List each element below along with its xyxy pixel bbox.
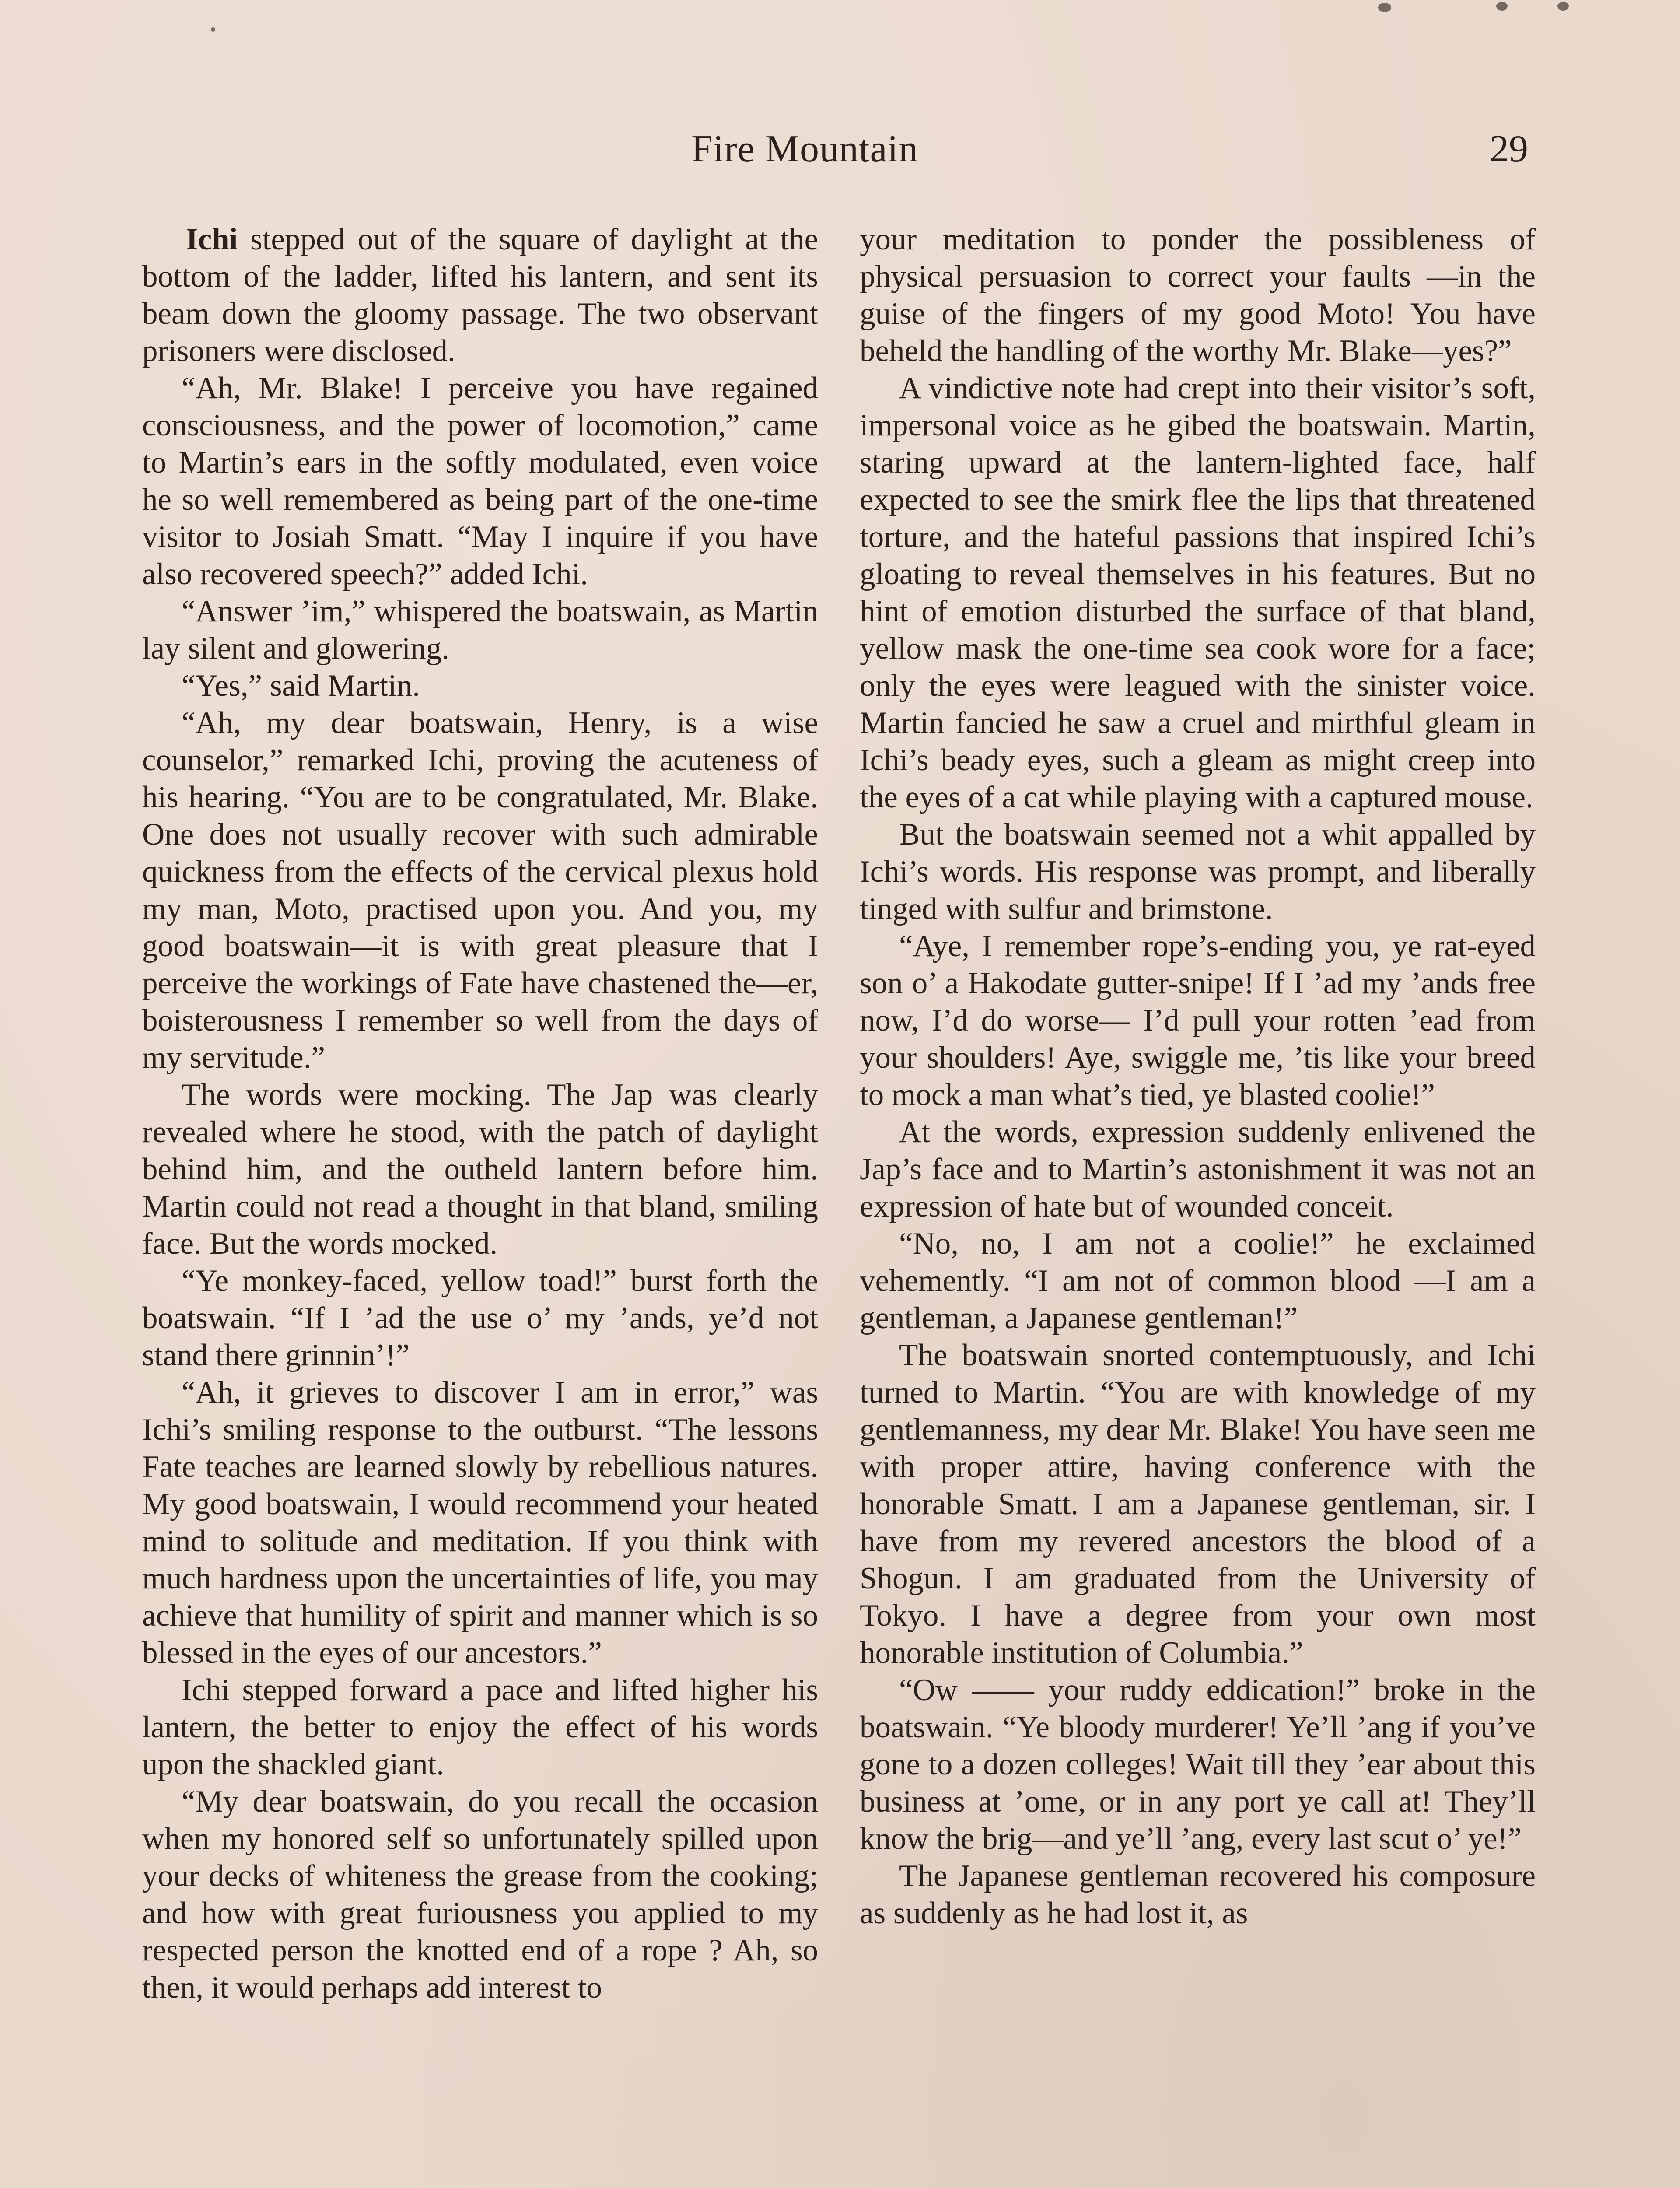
paragraph	[142, 221, 818, 370]
ink-speck	[211, 27, 215, 32]
paragraph: A vindictive note had crept into their visitor’s soft, impersonal voice as he gibed the boatswain. Martin, staring upward at the lantern-lighted face, half expected to see the smirk flee the lips that threatened torture, and the hateful passions that inspired Ichi’s gloating to reveal themselves in his features. But no hint of emotion disturbed the surface of that bland, yellow mask the one-time sea cook wore for a face; only the eyes were leagued with the sinister voice. Martin fancied he saw a cruel and mirthful gleam in Ichi’s beady eyes, such a gleam as might creep into the eyes of a cat while playing with a captured mouse.	[860, 371, 1536, 814]
paragraph: “Ah, my dear boatswain, Henry, is a wise counselor,” remarked Ichi, proving the acuteness of his hearing. “You are to be congratulated, Mr. Blake. One does not usually recover with such admirable quickness from the effects of the cervical plexus hold my man, Moto, practised upon you. And you, my good boatswain—it is with great pleasure that I perceive the workings of Fate have chastened the—er, boisterousness I remember so well from the days of my servitude.”	[142, 706, 818, 1075]
paragraph: But the boatswain seemed not a whit appalled by Ichi’s words. His response was prompt, and liberally tinged with sulfur and brimstone.	[860, 817, 1536, 926]
ink-speck	[1378, 3, 1391, 12]
page-number: 29	[1490, 128, 1528, 170]
paragraph: “Answer ’im,” whispered the boatswain, as Martin lay silent and glowering.	[142, 594, 818, 666]
paragraph-text: stepped out of the square of daylight at the bottom of the ladder, lifted his lantern, and sent its beam down the gloomy passage. The two observant prisoners were disclosed.	[142, 222, 818, 368]
paragraph: Ichi stepped forward a pace and lifted higher his lantern, the better to enjoy the effect of his words upon the shackled giant.	[142, 1673, 818, 1781]
ink-speck	[1558, 2, 1569, 11]
paragraph: “Aye, I remember rope’s-ending you, ye rat-eyed son o’ a Hakodate gutter-snipe! If I ’ad my ’ands free now, I’d do worse— I’d pull your rotten ’ead from your shoulders! Aye, swiggle me, ’tis like your breed to mock a man what’s tied, ye blasted coolie!”	[860, 929, 1536, 1112]
paragraph: “Yes,” said Martin.	[182, 669, 420, 703]
paragraph-continued: your meditation to ponder the possibleness of physical persuasion to correct your faults —in the guise of the fingers of my good Moto! You have beheld the handling of the worthy Mr. Blake—yes?”	[860, 222, 1536, 368]
paragraph: “Ow —— your ruddy eddication!” broke in the boatswain. “Ye bloody murderer! Ye’ll ’ang if you’ve gone to a dozen colleges! Wait till they ’ear about this business at ’ome, or in any port ye call at! They’ll know the brig—and ye’ll ’ang, every last scut o’ ye!”	[860, 1673, 1536, 1856]
page-header	[0, 127, 1680, 188]
paragraph: At the words, expression suddenly enlivened the Jap’s face and to Martin’s astonishment it was not an expression of hate but of wounded conceit.	[860, 1115, 1536, 1224]
paragraph: “No, no, I am not a coolie!” he exclaimed vehemently. “I am not of common blood —I am a gentleman, a Japanese gentleman!”	[860, 1227, 1536, 1335]
ink-speck	[1496, 2, 1508, 11]
paragraph: The Japanese gentleman recovered his composure as suddenly as he had lost it, as	[860, 1859, 1536, 1930]
paragraph: The words were mocking. The Jap was clearly revealed where he stood, with the patch of daylight behind him, and the outheld lantern before him. Martin could not read a thought in that bland, smiling face. But the words mocked.	[142, 1078, 818, 1261]
paragraph: The boatswain snorted contemptuously, and Ichi turned to Martin. “You are with knowledge of my gentlemanness, my dear Mr. Blake! You have seen me with proper attire, having conference with the honorable Smatt. I am a Japanese gentleman, sir. I have from my revered ancestors the blood of a Shogun. I am graduated from the University of Tokyo. I have a degree from your own most honorable institution of Columbia.”	[860, 1338, 1536, 1670]
paragraph: “My dear boatswain, do you recall the occasion when my honored self so unfortunately spilled upon your decks of whiteness the grease from the cooking; and how with great furiousness you applied to my respected person the knotted end of a rope ? Ah, so then, it would perhaps add interest to	[142, 1785, 818, 2005]
running-title: Fire Mountain	[691, 128, 918, 170]
right-column	[860, 221, 1536, 1932]
paragraph-lead-word: Ichi	[186, 222, 238, 256]
paragraph: “Ah, Mr. Blake! I perceive you have regained consciousness, and the power of locomotion,” came to Martin’s ears in the softly modulated, even voice he so well remembered as being part of the one-time visitor to Josiah Smatt. “May I inquire if you have also recovered speech?” added Ichi.	[142, 371, 818, 591]
paragraph: “Ye monkey-faced, yellow toad!” burst forth the boatswain. “If I ’ad the use o’ my ’ands, ye’d not stand there grinnin’!”	[142, 1264, 818, 1372]
left-column	[142, 221, 818, 2006]
paragraph: “Ah, it grieves to discover I am in error,” was Ichi’s smiling response to the outburst. “The lessons Fate teaches are learned slowly by rebellious natures. My good boatswain, I would recommend your heated mind to solitude and meditation. If you think with much hardness upon the uncertainties of life, you may achieve that humility of spirit and manner which is so blessed in the eyes of our ancestors.”	[142, 1375, 818, 1670]
